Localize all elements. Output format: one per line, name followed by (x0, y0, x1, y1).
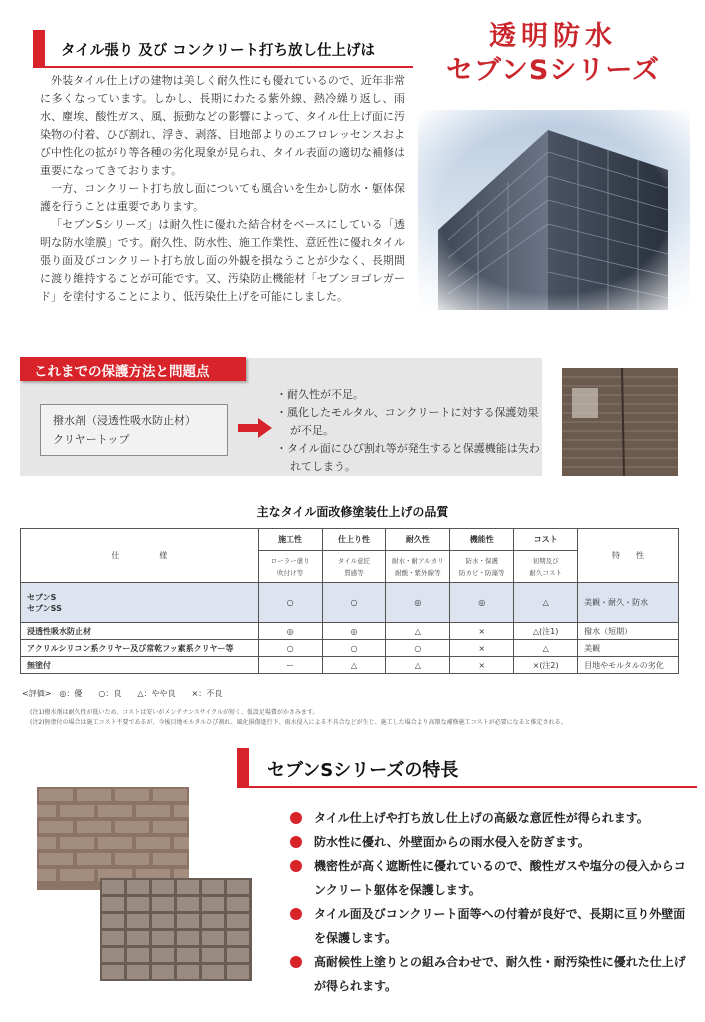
cell: △ (514, 640, 578, 657)
column-subheader: 防水・保護 防カビ・防藻等 (450, 551, 514, 583)
header-underline (45, 66, 413, 68)
cell: ◎ (450, 583, 514, 623)
row-name: アクリルシリコン系クリヤー及び常乾フッ素系クリヤー等 (21, 640, 259, 657)
table-row (21, 640, 679, 657)
header-accent-bar (237, 748, 249, 788)
previous-method-box (40, 404, 228, 456)
damaged-tile-photo (562, 368, 678, 476)
cell: × (450, 640, 514, 657)
cell: × (450, 657, 514, 674)
row-name: 無塗付 (21, 657, 259, 674)
cell: ◎ (386, 583, 450, 623)
cell: △(注1) (514, 623, 578, 640)
column-subheader: 耐水・耐アルカリ 耐酸・紫外線等 (386, 551, 450, 583)
list-item: 機密性が高く遮断性に優れているので、酸性ガスや塩分の侵入からコンクリート躯体を保護します。 (290, 854, 690, 902)
bullet-icon (290, 908, 302, 920)
list-item: タイル面及びコンクリート面等への付着が良好で、長期に亘り外壁面を保護します。 (290, 902, 690, 950)
cell: ○ (386, 640, 450, 657)
bullet-icon (290, 956, 302, 968)
bullet-icon (290, 836, 302, 848)
features-header (237, 748, 697, 788)
previous-method-2: クリヤートップ (53, 433, 130, 446)
feature-list (290, 806, 690, 998)
column-subheader: ローラー塗り 吹付け等 (258, 551, 322, 583)
list-item: タイル仕上げや打ち放し仕上げの高級な意匠性が得られます。 (290, 806, 690, 830)
brand-line-2: セブンSシリーズ (445, 54, 660, 86)
quality-table (20, 528, 679, 674)
row-feature: 美観 (578, 640, 679, 657)
header-underline (249, 786, 697, 788)
table-row (21, 583, 679, 623)
header-accent-bar (33, 30, 45, 68)
features-title: セブンSシリーズの特長 (267, 760, 459, 781)
cell: ○ (322, 640, 386, 657)
row-feature: 美観・耐久・防水 (578, 583, 679, 623)
section-header-tile (33, 30, 413, 68)
intro-paragraph-2: 一方、コンクリート打ち放し面についても風合いを生かし防水・躯体保護を行うことは重要であります。 (40, 182, 405, 213)
stone-tile-photo (100, 878, 252, 981)
table-title: 主なタイル面改修塗装仕上げの品質 (256, 505, 449, 519)
intro-paragraph-3: 「セブンSシリーズ」は耐久性に優れた結合材をベースにしている「透明な防水塗膜」です。耐久性、防水性、施工作業性、意匠性に優れタイル張り面及びコンクリート打ち放し面の外観を損なうことが少なく、長期間に渡り維持することが可能です。又、汚染防止機能材「セブンヨゴレガード」を塗付することにより、低汚染仕上げを可能にしました。 (40, 218, 405, 303)
column-subheader: 初期及び 耐久コスト (514, 551, 578, 583)
issue-point: ・タイル面にひび割れ等が発生すると保護機能は失われてしまう。 (276, 442, 540, 473)
brick-wall-photo (37, 787, 189, 890)
cell: △ (514, 583, 578, 623)
building-photo (418, 110, 690, 310)
column-header: コスト (514, 529, 578, 551)
issue-point: ・耐久性が不足。 (276, 388, 364, 401)
list-item: 高耐候性上塗りとの組み合わせで、耐久性・耐汚染性に優れた仕上げが得られます。 (290, 950, 690, 998)
brand-title (418, 20, 688, 88)
table-row (21, 657, 679, 674)
row-feature: 撥水（短期） (578, 623, 679, 640)
row-feature: 目地やモルタルの劣化 (578, 657, 679, 674)
cell: × (450, 623, 514, 640)
spec-header: 仕 様 (21, 529, 259, 583)
section-title: タイル張り 及び コンクリート打ち放し仕上げは (61, 43, 376, 59)
row-name: 浸透性吸水防止材 (21, 623, 259, 640)
issue-point: ・風化したモルタル、コンクリートに対する保護効果が不足。 (276, 406, 539, 437)
cell: ○ (322, 583, 386, 623)
cell: △ (386, 623, 450, 640)
issue-points (276, 386, 546, 476)
evaluation-legend: <評価> ◎：優 ○：良 △：やや良 ×：不良 (22, 689, 223, 698)
brand-line-1: 透明防水 (489, 21, 617, 52)
list-item: 防水性に優れ、外壁面からの雨水侵入を防ぎます。 (290, 830, 690, 854)
cell: △ (322, 657, 386, 674)
column-subheader: タイル意匠 質感等 (322, 551, 386, 583)
cell: △ (386, 657, 450, 674)
cell: ◎ (258, 623, 322, 640)
column-header: 施工性 (258, 529, 322, 551)
column-header: 機能性 (450, 529, 514, 551)
arrow-right-icon (238, 418, 272, 438)
column-header: 仕上り性 (322, 529, 386, 551)
issues-tag: これまでの保護方法と問題点 (20, 357, 246, 381)
row-name: セブンS セブンSS (21, 583, 259, 623)
intro-text (40, 72, 405, 306)
cell: ○ (258, 583, 322, 623)
table-note-1: (注1)撥水剤は耐久性が低いため、コストは安いがメンテナンスサイクルが短く、仮設足場費がかさみます。 (30, 709, 319, 716)
bullet-icon (290, 812, 302, 824)
cell: ◎ (322, 623, 386, 640)
previous-method-1: 撥水剤（浸透性吸水防止材） (53, 414, 196, 427)
cell: ×(注2) (514, 657, 578, 674)
cell: ー (258, 657, 322, 674)
table-row (21, 623, 679, 640)
bullet-icon (290, 860, 302, 872)
column-header: 耐久性 (386, 529, 450, 551)
feature-header: 特 性 (578, 529, 679, 583)
table-note-2: (注2)無塗付の場合は施工コスト不要であるが、今後目地モルタルひび割れ、風化損傷進行下、雨水侵入による不具合などが生じ、施工した場合より高額な補修施工コストが必要になると推定される。 (30, 719, 567, 726)
intro-paragraph-1: 外装タイル仕上げの建物は美しく耐久性にも優れているので、近年非常に多くなっています。しかし、長期にわたる紫外線、熱冷繰り返し、雨水、塵埃、酸性ガス、風、振動などの影響によって、タイル仕上げ面に汚染物の付着、ひび割れ、浮き、剥落、目地部よりのエフロレッセンスおよび中性化の拡がり等各種の劣化現象が見られ、タイル表面の適切な補修は重要になってきております。 (40, 74, 405, 177)
cell: ○ (258, 640, 322, 657)
